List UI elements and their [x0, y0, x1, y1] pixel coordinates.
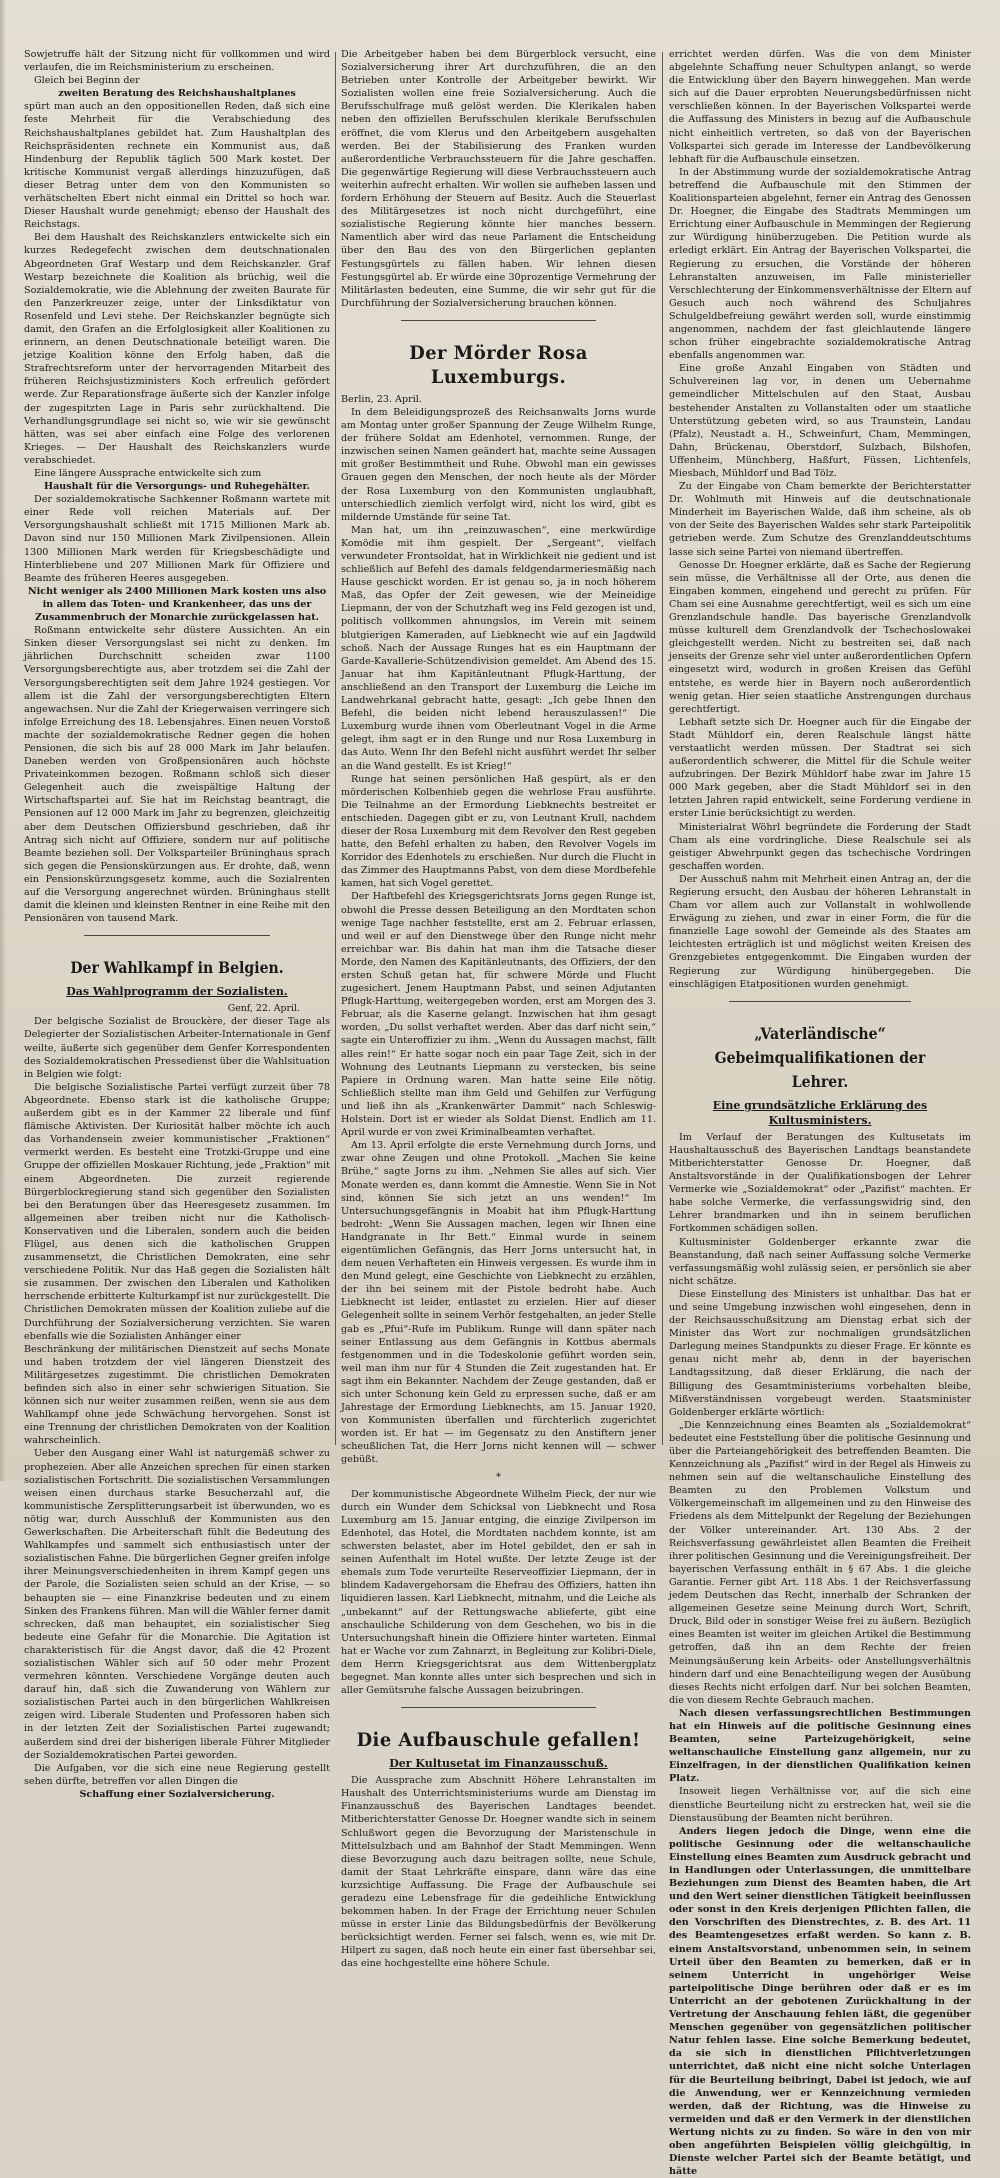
paragraph: Genosse Dr. Hoegner erklärte, daß es Sache der Regierung sein müsse, die Verhältnisse all der Orte, aus denen die Eingaben kommen, eingehend und gerecht zu prüfen. Für Cham sei eine Ausnahme gerechtfertigt, weil es sich um eine Grenzlandschule handle. Das bayerische Grenzlandvolk müsse kulturell dem Grenzlandvolk der Tschechoslowakei gleichgestellt werden. Nicht zu bestreiten sei, daß nach jenseits der Grenze sehr viel unter außerordentlichen Opfern eingesetzt wird, wodurch in großen Kreisen das Gefühl entstehe, es werde hier in Bayern noch außerordentlich wenig getan. Hier seien staatliche Anstrengungen durchaus gerechtfertigt. [669, 559, 971, 715]
emphasis-paragraph: Anders liegen jedoch die Dinge, wenn eine die politische Gesinnung oder die weltanschauliche Einstellung eines Beamten zum Ausdruck gebracht und in Handlungen oder Unterlassungen, die unmittelbare Beziehungen zum Dienst des Beamten haben, die Art und den Wert seiner dienstlichen Tätigkeit beeinflussen oder sonst in den Kreis derjenigen Pflichten fallen, die den Vorschriften des Dienstrechtes, z. B. des Art. 11 des Beamtengesetzes erfaßt werden. So kann z. B. einem Anstaltsvorstand, unbenommen sein, in seinem Urteil über den Beamten zu bemerken, daß er in seinem Unterricht in ungehöriger Weise parteipolitische Dinge berühren oder daß er es im Unterricht an der gebotenen Zurückhaltung in der Vertretung der Anschauung fehlen läßt, die gegenüber Menschen gegenüber von gegensätzlichen politischer Natur fehlen lasse. Eine solche Bemerkung bedeutet, da sie sich in dienstlichen Pflichtverletzungen unterrichtet, daß nicht eine nicht solche Unterlagen für die Beurteilung beibringt, Dabei ist jedoch, wie auf die Anwendung, wer er Kennzeichnung vermieden werden, daß der Richtung, was die Hinweise zu vermeiden und daß er den Vermerk in der dienstlichen Wertung nichts zu zu finden. So wäre in den von mir oben angeführten Beispielen völlig gleichgültig, in Dienste welcher Partei sich der Beamte betätigt, und hätte [669, 1825, 971, 2178]
paragraph: Die Aufgaben, vor die sich eine neue Regierung gestellt sehen dürfte, betreffen vor allen Dingen die [24, 1762, 330, 1787]
column-right [669, 48, 971, 2178]
paragraph: Am 13. April erfolgte die erste Vernehmung durch Jorns, und zwar ohne Zeugen und ohne Protokoll. „Machen Sie keine Brühe,“ sagte Jorns zu ihm. „Nehmen Sie alles auf sich. Vier Monate werden es, dann kommt die Amnestie. Wenn Sie in Not sind, können Sie sich jetzt an uns wenden!“ Im Untersuchungsgefängnis in Moabit hat ihm Pflugk-Harttung bedroht: „Wenn Sie Aussagen machen, legen wir Ihnen eine Handgranate in Ihr Bett.“ Einmal wurde in seinem eigentümlichen Gefängnis, das Herr Jorns untersucht hat, in dem neuen Verhafteten ein Hinweis vergessen. Es wurde ihm in den Mund gelegt, eine Geschichte von Liebknecht zu erzählen, der ihn bei seinem mit der Pistole bedroht habe. Auch Liebknecht ist leider, entlastet zu erzielen. Hier auf dieser Gelegenheit sollte in seinem Verhör festgehalten, an jeder Stelle gab es „Pfui“-Rufe im Publikum. Runge will dann später nach seiner Entlassung aus dem Gefängnis in Kottbus abermals festgenommen und in die Todeskolonie geführt worden sein, weil man ihm nur für 4 Stunden die Zeit zugestanden hat. Er sagt ihm ein Bekannter. Nachdem der Zeuge gestanden, daß er sich unter Schonung kein Geld zu erpressen suche, daß er am Jahrestage der Ermordung Liebknechts, am 15. Januar 1920, von Kommunisten überfallen und fürchterlich zugerichtet worden ist. Er hat — im Gegensatz zu den Anstiftern jener scheußlichen Tat, die Herr Jorns nicht kennen will — schwer gebüßt. [341, 1140, 656, 1466]
article-subheadline: Der Kultusetat im Finanzausschuß. [389, 1757, 608, 1771]
paragraph: Zu der Eingabe von Cham bemerkte der Berichterstatter Dr. Wohlmuth mit Hinweis auf die deutschnationale Minderheit im Bayerischen Walde, daß ihm scheine, als ob von der Seite des Bayerischen Waldes sehr stark Parteipolitik getrieben werde. Zum Schutze des Grenzlanddeutschtums lasse sich seine Partei von niemand übertreffen. [669, 481, 971, 558]
article-headline: „Vaterländische“ Gebeimqualifikationen der Lehrer. [714, 1023, 926, 1091]
separator-star: * [496, 1471, 501, 1483]
column-rule [662, 52, 663, 1445]
paragraph: Bei dem Haushalt des Reichskanzlers entwickelte sich ein kurzes Redegefecht zwischen dem deutschnationalen Abgeordneten Graf Westarp und dem Reichskanzler. Graf Westarp bezeichnete die Koalition als brüchig, weil die Sozialdemokratie, wie die Ablehnung der zweiten Baurate für den Panzerkreuzer zeige, unter der Linksdiktatur von Rosenfeld und Levi stehe. Der Reichskanzler begnügte sich damit, den Grafen an die Erfolglosigkeit aller Koalitionen zu erinnern, an denen Deutschnationale beteiligt waren. Die jetzige Koalition könne den Erfolg haben, daß die Strafrechtsreform unter der hervorragenden Mitarbeit des früheren Reichsjustizministers Koch erfreulich gefördert werde. Zur Reparationsfrage äußerte sich der Kanzler infolge der zugespitzten Lage in Paris sehr zurückhaltend. Die Verhandlungsgrundlage sei nicht so, wie wir sie gewünscht hätten, was sei aber einfach eine Folge des verlorenen Krieges. — Der Haushalt des Reichskanzlers wurde verabschiedet. [24, 232, 330, 466]
divider [401, 320, 596, 321]
article-subheadline: Das Wahlprogramm der Sozialisten. [66, 985, 288, 999]
dateline: Genf, 22. April. [227, 1003, 300, 1015]
paragraph: Der Ausschuß nahm mit Mehrheit einen Antrag an, der die Regierung ersucht, den Ausbau der höheren Lehranstalt in Cham vor allem auch zur Vollanstalt in wohlwollende Erwägung zu ziehen, und zwar in einer Form, die für die finanzielle Lage sowohl der Gemeinde als des Staates am leichtesten erträglich ist und möglichst weiten Kreisen des Grenzgebietes entgegenkommt. Die Eingaben wurden der Regierung zur Würdigung hinübergegeben. Die einschlägigen Etatpositionen wurden genehmigt. [669, 873, 971, 990]
section-heading: zweiten Beratung des Reichshaushaltplanes [58, 88, 296, 100]
divider [84, 935, 270, 936]
paragraph: In der Abstimmung wurde der sozialdemokratische Antrag betreffend die Aufbauschule mit den Stimmen der Koalitionsparteien abgelehnt, ferner ein Antrag des Genossen Dr. Hoegner, die Eingabe des Stadtrats Memmingen um Errichtung einer Aufbauschule in Memmingen der Regierung zur Würdigung hinüberzugeben. Die Petition wurde als erledigt erklärt. Ein Antrag der Bayerischen Volkspartei, die Regierung zu ersuchen, die Vorstände der höheren Lehranstalten anzuweisen, im Falle ministerieller Verschlechterung der Einkommensverhältnisse der Eltern auf Gesuch auch noch während des Schuljahres Schulgeldbefreiung gewährt werden soll, wurde einstimmig angenommen, nachdem der fast gleichlautende längere schon früher eingebrachte sozialdemokratische Antrag ebenfalls angenommen war. [669, 166, 971, 362]
paragraph: Die Aussprache zum Abschnitt Höhere Lehranstalten im Haushalt des Unterrichtsministeriums wurde am Dienstag im Finanzausschuß des Bayerischen Landtages beendet. Mitberichterstatter Genosse Dr. Hoegner wandte sich in seinem Schlußwort gegen die Bevorzugung der Maristenschule in Mittelsulzbach und am Bahnhof der Stadt Memmingen. Wenn diese Bevorzugung auch dazu beitragen sollte, neue Schule, damit der Staat Lehrkräfte einspare, dann wäre das eine kurzsichtige Auffassung. Die Frage der Aufbauschule sei geradezu eine Lebensfrage für die gedeihliche Entwicklung bekommen haben. In der Frage der Errichtung neuer Schulen müsse in erster Linie das Bildungsbedürfnis der Bevölkerung berücksichtigt werden. Ferner sei falsch, wenn es, wie mit Dr. Hilpert zu sagen, daß noch heute ein einer fast übersehbar sei, das eine hochgestellte eine höhere Schule. [341, 1775, 656, 1970]
paragraph: spürt man auch an den oppositionellen Reden, daß sich eine feste Mehrheit für die Verabschiedung des Reichshaushaltplanes gebildet hat. Zum Haushaltplan des Reichspräsidenten rechnete ein Kommunist aus, daß Hindenburg der Republik täglich 500 Mark kostet. Der kritische Kommunist vergaß allerdings hinzuzufügen, daß dieser Betrag unter dem von den Kommunisten so verhätschelten Ebert nicht einmal ein Drittel so hoch war. Dieser Haushalt wurde genehmigt; ebenso der Haushalt des Reichstags. [24, 101, 330, 231]
section-heading: Haushalt für die Versorgungs- und Ruhegehälter. [44, 481, 310, 493]
paragraph: Die belgische Sozialistische Partei verfügt zurzeit über 78 Abgeordnete. Ebenso stark ist die katholische Gruppe; außerdem gibt es in der Kammer 22 liberale und fünf flämische Aktivisten. Der Kuriosität halber möchte ich auch das Vorhandensein zweier kommunistischer „Fraktionen“ vermerkt werden. Es besteht eine Trotzki-Gruppe und eine Gruppe der offiziellen Moskauer Richtung, jede „Fraktion“ mit einem Abgeordneten. Die zurzeit regierende Bürgerblockregierung stand sich gegenüber den Sozialisten bei den Beratungen über das Heeresgesetz zusammen. Im allgemeinen aber treiben nicht nur die Katholisch-Konservativen und die Liberalen, sondern auch die beiden Flügel, aus denen sich die katholischen Gruppen zusammensetzt, die Christlichen Demokraten, eine sehr verschiedene Politik. Nur das Haß gegen die Sozialisten hält sie zusammen. Der zwischen den Liberalen und Katholiken herrschende erbitterte Kulturkampf ist nur zurückgestellt. Die Christlichen Demokraten müssen der Koalition zuliebe auf die Durchführung der Sozialversicherung verzichten. Sie waren ebenfalls wie die Sozialisten Anhänger einer [24, 1081, 330, 1342]
divider [729, 1001, 911, 1002]
emphasis-paragraph: Nicht weniger als 2400 Millionen Mark kosten uns also in allem das Toten- und Krankenheer, das uns der Zusammenbruch der Monarchie zurückgelassen hat. [27, 585, 327, 624]
page-edge-shadow [0, 0, 6, 1481]
column-rule [335, 52, 336, 1445]
paragraph: Im Verlauf der Beratungen des Kultusetats im Haushaltausschuß des Bayerischen Landtags beanstandete Mitberichterstatter Genosse Dr. Hoegner, daß Anstaltsvorstände in der Qualifikationsbogen der Lehrer Vermerke wie „Sozialdemokrat“ oder „Pazifist“ machten. Er habe solche Vermerke, die verfassungswidrig sind, den Lehrer brandmarken und ihn in seinem beruflichen Fortkommen schädigen sollen. [669, 1131, 971, 1235]
paragraph: Insoweit liegen Verhältnisse vor, auf die sich eine dienstliche Beurteilung nicht zu erstrecken hat, weil sie die Dienstausübung der Beamten nicht berühren. [669, 1786, 971, 1824]
dateline: Berlin, 23. April. [341, 393, 422, 405]
divider [401, 1707, 596, 1708]
paragraph: „Die Kennzeichnung eines Beamten als „Sozialdemokrat“ bedeutet eine Feststellung über die politische Gesinnung und über die Parteiangehörigkeit des betreffenden Beamten. Die Kennzeichnung als „Pazifist“ wird in der Regel als Hinweis zu nehmen sein auf die weltanschauliche Einstellung des Beamten zu den Problemen Volkstum und Völkergemeinschaft im allgemeinen und zu den Hinweise des Friedens als dem Mittelpunkt der Regelung der Beziehungen der Völker untereinander. Art. 130 Abs. 2 der Reichsverfassung gewährleistet allen Beamten die Freiheit ihrer politischen Gesinnung und die Vereinigungsfreiheit. Der bayerischen Verfassung enthält in § 67 Abs. 1 die gleiche Garantie. Ferner gibt Art. 118 Abs. 1 der Reichsverfassung jedem Deutschen das Recht, innerhalb der Schranken der allgemeinen Gesetze seine Meinung durch Wort, Schrift, Druck, Bild oder in sonstiger Weise frei zu äußern. Bezüglich eines Beamten ist weiter im gleichen Artikel die Bestimmung getroffen, daß ihn an dem Rechte der freien Meinungsäußerung kein Arbeits- oder Anstellungsverhältnis hindern darf und eine Benachteiligung wegen der Ausübung dieses Rechts nicht erfolgen darf. Nur bei solchen Beamten, die von diesem Rechte Gebrauch machen. [669, 1419, 971, 1706]
paragraph: Runge hat seinen persönlichen Haß gespürt, als er den mörderischen Kolbenhieb gegen die wehrlose Frau ausführte. Die Teilnahme an der Ermordung Liebknechts bestreitet er entschieden. Dagegen gibt er zu, von Leutnant Krull, nachdem dieser der Rosa Luxemburg mit dem Revolver den Rest gegeben hatte, den Befehl erhalten zu haben, den Revolver Vogels im Korridor des Edenhotels zu erschießen. Nur durch die Flucht in das Zimmer des Hauptmanns Pabst, von dem diese Mordbefehle kamen, hat sich Vogel gerettet. [341, 773, 656, 890]
paragraph: Ueber den Ausgang einer Wahl ist naturgemäß schwer zu prophezeien. Aber alle Anzeichen sprechen für einen starken sozialistischen Fortschritt. Die sozialistischen Versammlungen weisen einen durchaus starke Besucherzahl auf, die kommunistische Zersplitterungsarbeit ist überwunden, wo es nötig war, durch Ausschluß der Kommunisten aus den Gewerkschaften. Die Arbeiterschaft fühlt die Bedeutung des Wahlkampfes und sammelt sich enthusiastisch unter der sozialistischen Fahne. Die bürgerlichen Gegner greifen infolge ihrer Meinungsverschiedenheiten in ihrem Kampf gegen uns der Parole, die Sozialisten seien schuld an der Krise, — so behaupten sie — eine Finanzkrise bedeuten und zu einem Sinken des Frankens führen. Man will die Wähler ferner damit schrecken, daß man behauptet, ein sozialistischer Sieg bedeute eine Gefahr für die Monarchie. Die Agitation ist charakteristisch für die Angst davor, daß die 42 Prozent sozialistischen Wähler sich auf 50 oder mehr Prozent vermehren könnten. Verschiedene Vorgänge deuten auch darauf hin, daß sich die Zuwanderung von Wählern zur sozialistischen Partei auch in den bürgerlichen Wahlkreisen zeigen wird. Liberale Studenten und Professoren haben sich in der letzten Zeit der Sozialistischen Partei zugewandt; außerdem sind drei der bisherigen liberale Führer Mitglieder der Sozialdemokratischen Partei geworden. [24, 1448, 330, 1761]
article-subheadline: Eine grundsätzliche Erklärung des Kultusministers. [712, 1098, 928, 1127]
paragraph: Diese Einstellung des Ministers ist unhaltbar. Das hat er und seine Umgebung inzwischen wohl eingesehen, denn in der Reichsausschußsitzung am Dienstag erbat sich der Minister das Wort zur nochmaligen grundsätzlichen Darlegung meines Standpunkts zu dieser Frage. Er könnte es genau nicht mehr ab, denn in der bayerischen Landtagssitzung, daß dieser Erklärung, die nach der Billigung des Gesamtministeriums vorbehalten bleibe, Mißverständnissen vorgebeugt werden. Staatsminister Goldenberger erklärte wörtlich: [669, 1288, 971, 1418]
column-left [24, 48, 330, 1800]
article-headline: Der Wahlkampf in Belgien. [70, 958, 284, 978]
paragraph: Ministerialrat Wöhrl begründete die Forderung der Stadt Cham als eine vordringliche. Diese Realschule sei als geistiger Abwehrpunkt gegen das tschechische Vordringen geschaffen worden. [669, 821, 971, 872]
paragraph: errichtet werden dürfen. Was die von dem Minister abgelehnte Schaffung neuer Schultypen anlangt, so werde die Entwicklung über den Bayern hinweggehen. Man werde sich auf die Dauer erprobten Neuerungsbedürfnissen nicht verschließen können. In der Bayerischen Volkspartei werde die Auffassung des Ministers in bezug auf die Aufbauschule nicht einheitlich vertreten, so daß von der Bayerischen Volkspartei sich gerade im Interesse der Landbevölkerung lebhaft für die Aufbauschule einsetzen. [669, 49, 971, 165]
paragraph: Der sozialdemokratische Sachkenner Roßmann wartete mit einer Rede voll reichen Materials auf. Der Versorgungshaushalt schließt mit 1715 Millionen Mark ab. Davon sind nur 150 Millionen Mark Zivilpensionen. Allein 1300 Millionen Mark werden für Kriegsbeschädigte und Hinterbliebene und 207 Millionen Mark für Offiziere und Beamte des früheren Heeres ausgegeben. [24, 494, 330, 584]
paragraph: Die Arbeitgeber haben bei dem Bürgerblock versucht, eine Sozialversicherung ihrer Art durchzuführen, die an den Betrieben unter Kontrolle der Arbeitgeber bewirkt. Wir Sozialisten wollen eine freie Sozialversicherung. Auch die Berufsschulfrage muß gelöst werden. Die Klerikalen haben neben den offiziellen Berufsschulen klerikale Berufsschulen eröffnet, die vom Klerus und den Arbeitgebern ausgehalten werden. Bei der Stabilisierung des Franken wurden außerordentliche Verbrauchssteuern für die Jahre geschaffen. Die gegenwärtige Regierung will diese Verbrauchssteuern auch weiterhin aufrecht erhalten. Wir wollen sie aufheben lassen und fordern Erhöhung der Steuern auf Besitz. Auch die Steuerlast des Militärgesetzes ist noch nicht durchgeführt, eine sozialistische Regierung könnte hier manches bessern. Namentlich aber wird das neue Parlament die Entscheidung über den Bau des von den Bürgerlichen geplanten Festungsgürtels zu fällen haben. Wir lehnen diesen Festungsgürtel ab. Er würde eine 30prozentige Vermehrung der Militärlasten bedeuten, eine Summe, die wir sehr gut für die Durchführung der Sozialversicherung brauchen können. [341, 49, 656, 309]
emphasis-paragraph: Nach diesen verfassungsrechtlichen Bestimmungen hat ein Hinweis auf die politische Gesinnung eines Beamten, seine Parteizugehörigkeit, seine weltanschauliche Einstellung ganz allgemein, nur zu Einzelfragen, in der dienstlichen Qualifikation keinen Platz. [669, 1707, 971, 1785]
paragraph: Sowjetruffe hält der Sitzung nicht für vollkommen und wird verlaufen, die im Reichsministerium zu erscheinen. [24, 49, 330, 74]
paragraph: Kultusminister Goldenberger erkannte zwar die Beanstandung, daß nach seiner Auffassung solche Vermerke verfassungsmäßig wohl zulässig seien, er persönlich sie aber nicht schätze. [669, 1236, 971, 1287]
article-headline: Die Aufbauschule gefallen! [356, 1729, 641, 1752]
paragraph: Der kommunistische Abgeordnete Wilhelm Pieck, der nur wie durch ein Wunder dem Schicksal von Liebknecht und Rosa Luxemburg am 15. Januar entging, die einzige Zivilperson im Edenhotel, das Hotel, die Mordtaten nachdem konnte, ist am schwersten belastet, aber im Hotel gebildet, den er sah in seinen Aufenthalt im Hotel wußte. Der letzte Zeuge ist der ehemals zum Tode verurteilte Reserveoffizier Liepmann, der in blindem Kadavergehorsam die Ehefrau des Offiziers, hatten ihn liquidieren lassen. Karl Liebknecht, mitnahm, und die Leiche als „unbekannt“ auf der Rettungswache ablieferte, gibt eine anschauliche Schilderung von dem Geschehen, wo bis in die Untersuchungshaft hinein die Offiziere hinter warteten. Einmal hat er Wache vor zum Zahnarzt, in Begleitung zur Kolibri-Diele, dem Herrn Kriegsgerichtsrat aus dem Wittenbergplatz begegnet. Man konnte alles unter sich besprechen und sich in aller Gemütsruhe falsche Aussagen beizubringen. [341, 1488, 656, 1697]
paragraph: Beschränkung der militärischen Dienstzeit auf sechs Monate und haben trotzdem der viel längeren Dienstzeit des Militärgesetzes zugestimmt. Die christlichen Demokraten befinden sich also in einer sehr schwierigen Situation. Sie können sich nur weiter zusammen reißen, wenn sie aus dem Wahlkampf ohne jede Schwächung hervorgehen. Sonst ist eine Trennung der christlichen Demokraten von der Koalition wahrscheinlich. [24, 1343, 330, 1447]
paragraph: Man hat, um ihn „reinzuwaschen“, eine merkwürdige Komödie mit ihm gespielt. Der „Sergeant“, vielfach verwundeter Frontsoldat, hat in Wirklichkeit nie gedient und ist schließlich auf Befehl des damals feldgendarmeriesmäßig nach Hause geschickt worden. Er ist genau so, ja in noch höherem Maß, das Opfer der Zeit gewesen, wie der Meineidige Liepmann, der von der Schutzhaft weg ins Feld gezogen ist und, politisch vollkommen ahnungslos, im Verein mit seinem blutgierigen Kameraden, auf Liebknecht wie auf ein Jagdwild schoß. Nach der Aussage Runges hat es ein Hauptmann der Garde-Kavallerie-Schützendivision gemeldet. Am Abend des 15. Januar hat ihm Kapitänleutnant Pflugk-Harttung, der anschließend an den Transport der Luxemburg die Leiche im Landwehrkanal gebracht hatte, gesagt: „Ich gebe Ihnen den Befehl, die beiden nicht lebend herauszulassen!“ Die Luxemburg wurde ihnen vom Oberleutnant Vogel in die Arme gelegt, ihm sagt er in den Runge und nur Rosa Luxemburg in das Auto. Wenn Ihr den Befehl nicht ausführt werdet Ihr selber an die Wand gestellt. Es ist Krieg!“ [341, 524, 656, 772]
paragraph: In dem Beleidigungsprozeß des Reichsanwalts Jorns wurde am Montag unter großer Spannung der Zeuge Wilhelm Runge, der frühere Soldat am Edenhotel, vernommen. Runge, der inzwischen seinen Namen geändert hat, machte seine Aussagen mit großer Bestimmtheit und Ruhe. Obwohl man ein gewisses Grauen gegen den Menschen, der noch heute als der Mörder der Rosa Luxemburg von den Kommunisten unglaubhaft, unterschiedlich ziemlich verfolgt wird, nicht los wird, gibt es mildernde Umstände für seine Tat. [341, 406, 656, 523]
paragraph: Lebhaft setzte sich Dr. Hoegner auch für die Eingabe der Stadt Mühldorf ein, deren Realschule längst hätte verstaatlicht werden müssen. Der Stadtrat sei sich außerordentlich schwerer, die Mittel für die Schule weiter aufzubringen. Der Bezirk Mühldorf habe zwar im Jahre 15 000 Mark gegeben, aber die Stadt Mühldorf sei in den letzten Jahren rapid entwickelt, seine Forderung verdiene in erster Linie berücksichtigt zu werden. [669, 716, 971, 820]
column-middle [341, 48, 656, 1970]
paragraph: Der Haftbefehl des Kriegsgerichtsrats Jorns gegen Runge ist, obwohl die Presse dessen Beteiligung an den Mordtaten schon wenige Tage nachher feststellte, erst am 2. Februar erlassen, und weil er auf den Dienstwege über den Runge nicht mehr erreichbar war. Bis dahin hat man ihm die Tatsache dieser Morde, den Namen des Kapitänleutnants, des Offiziers, der den ersten Schuß getan hat, für schwere Mörde und Flucht zugesichert. Jenem Hauptmann Pabst, und seinen Adjutanten Pflugk-Harttung, weitergegeben worden, erst am Morgen des 3. Februar, als die Kaserne gelangt. Inzwischen hat ihm gesagt worden, „Du sollst verhaftet werden. Aber das darf nicht sein,“ sagte ein Unteroffizier zu ihm. „Wenn du Aussagen machst, fällt alles rein!“ Er hatte sogar noch ein paar Tage Zeit, sich in der Wohnung des Leutnants Liepmann zu verstecken, bis seine Papiere in Ordnung waren. Man hatte seine Eile nötig. Schließlich stellte man ihm Geld und Gehilfen zur Verfügung und ließ ihn als „Krankenwärter Dammit“ nach Schleswig-Holstein. Dort ist er wieder als Soldat Dienst. Endlich am 11. April wurde er von zwei Kriminalbeamten verhaftet. [341, 891, 656, 1139]
paragraph: Roßmann entwickelte sehr düstere Aussichten. An ein Sinken dieser Versorgungslast sei nicht zu denken. Im jährlichen Durchschnitt scheiden zwar 1100 Versorgungsberechtigte aus, aber trotzdem sei die Zahl der Versorgungsberechtigten seit dem Jahre 1924 gestiegen. Vor allem ist die Zahl der versorgungsberechtigten Eltern angewachsen. Nur die Zahl der Kriegerwaisen verringere sich infolge Erreichung des 18. Lebensjahres. Einen neuen Vorstoß machte der sozialdemokratische Redner gegen die hohen Pensionen, die sich bis auf 28 000 Mark im Jahr belaufen. Daneben werden von Großpensionären auch höchste Privateinkommen bezogen. Roßmann schloß sich dieser Gelegenheit auch die zweispältige Haltung der Wirtschaftspartei auf. Sie hat im Reichstag beantragt, die Pensionen auf 12 000 Mark im Jahr zu begrenzen, gleichzeitig aber dem Deutschen Offiziersbund geschrieben, daß ihr Antrag sich nicht auf Offiziere, sondern nur auf politische Beamte beziehen soll. Der Volksparteiler Brüninghaus sprach sich gegen die Pensionskürzungen aus. Er drohte, daß, wenn ein Pensionskürzungsgesetz komme, auch die Sozialrenten auf die Versorgung angerechnet würden. Brüninghaus stellt damit die kleinen und kleinsten Rentner in eine Reihe mit den Pensionären von tausend Mark. [24, 625, 330, 925]
paragraph: Eine große Anzahl Eingaben von Städten und Schulvereinen lag vor, in denen um Uebernahme gemeindlicher Mittelschulen auf den Staat, Ausbau bestehender Anstalten zu Vollanstalten oder um staatliche Unterstützung gebeten wird, so aus Traunstein, Landau (Pfalz), Neustadt a. H., Schweinfurt, Cham, Memmingen, Dahn, Brückenau, Oberstdorf, Sulzbach, Bilshofen, Uffenheim, Münchberg, Haßfurt, Füssen, Lichtenfels, Miesbach, Mühldorf und Bad Tölz. [669, 363, 971, 479]
article-headline: Der Mörder Rosa Luxemburgs. [409, 341, 588, 388]
paragraph: Eine längere Aussprache entwickelte sich zum [34, 468, 262, 479]
section-heading: Schaffung einer Sozialversicherung. [79, 1788, 275, 1800]
paragraph: Der belgische Sozialist de Brouckère, der dieser Tage als Delegierter der Sozialistischen Arbeiter-Internationale in Genf weilte, äußerte sich gegenüber dem Genfer Korrespondenten des Sozialdemokratischen Pressedienst über die Wahlsituation in Belgien wie folgt: [24, 1016, 330, 1080]
paragraph: Gleich bei Beginn der [34, 75, 140, 87]
